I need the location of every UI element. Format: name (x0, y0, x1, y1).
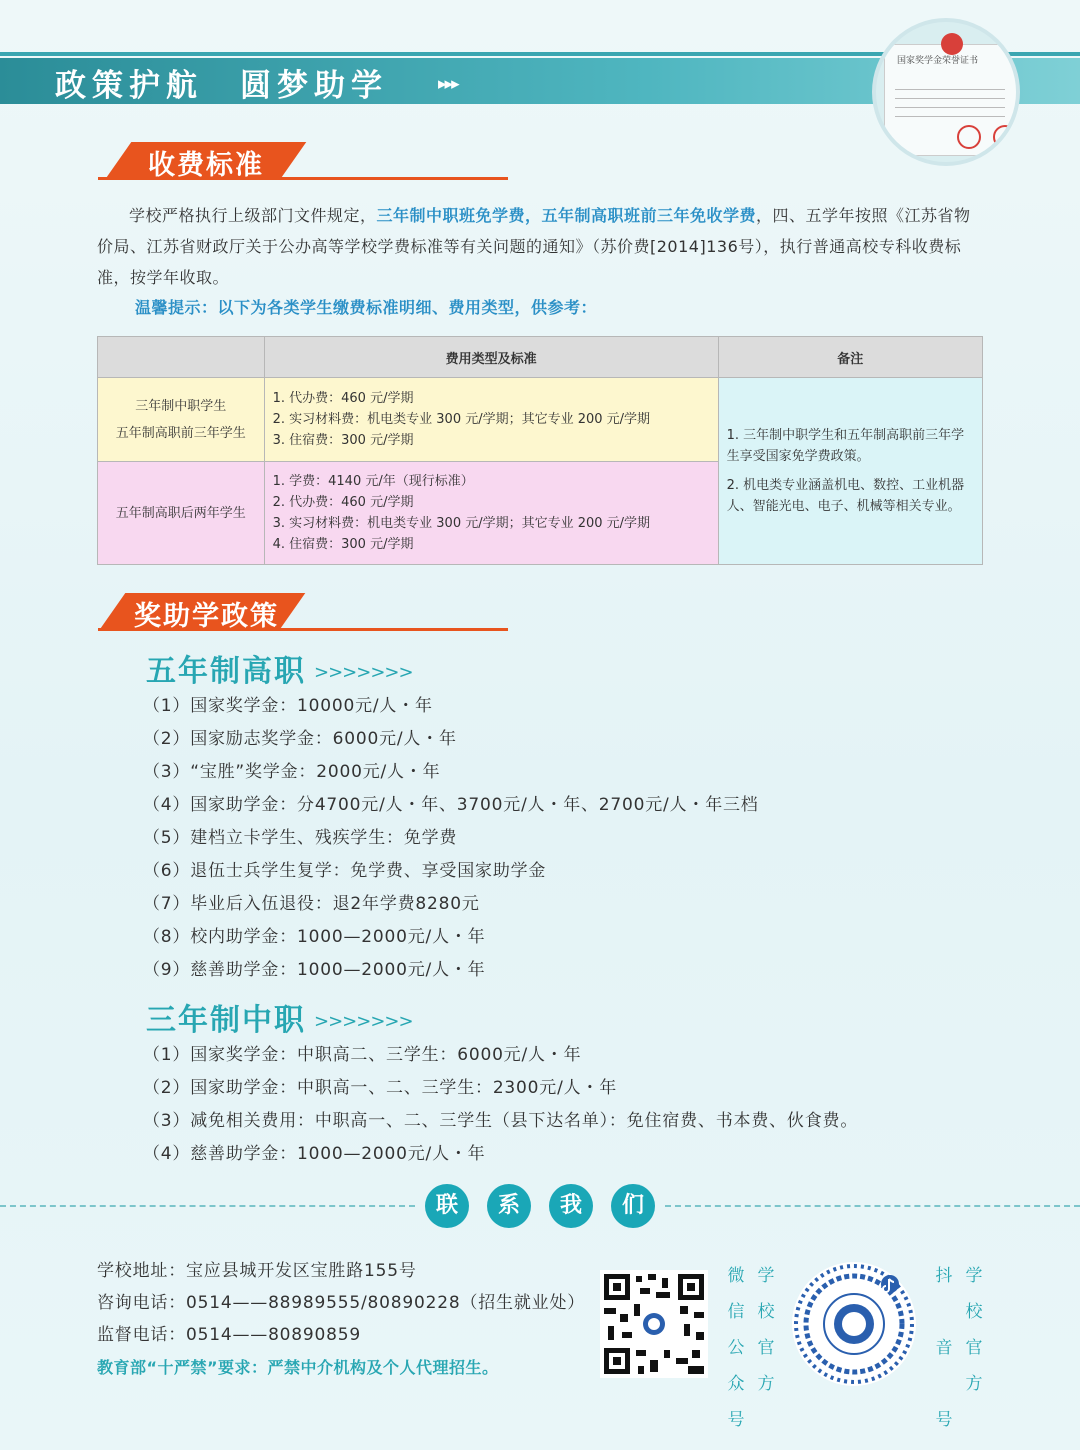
wechat-label-col2: 学 校 官 方 (757, 1266, 775, 1394)
contact-title-char: 们 (611, 1184, 655, 1228)
certificate-paper (884, 44, 1020, 156)
contact-title-char: 联 (425, 1184, 469, 1228)
fee-item: 3. 住宿费：300 元/学期 (272, 433, 414, 448)
para-highlight: 三年制中职班免学费，五年制高职班前三年免收学费 (376, 206, 757, 225)
list-item: （5）建档立卡学生、残疾学生：免学费 (143, 828, 458, 848)
fee-item: 1. 学费：4140 元/年（现行标准） (272, 474, 474, 489)
category-cell (98, 378, 265, 462)
wechat-qr-code[interactable] (600, 1270, 708, 1378)
table-header (98, 337, 265, 378)
divider-right (665, 1205, 1080, 1207)
subsection-title-three-year: 三年制中职 (146, 1003, 306, 1038)
items-cell (264, 462, 718, 565)
list-item: （1）国家奖学金：中职高二、三学生：6000元/人・年 (143, 1045, 582, 1065)
supervise-phone: 监督电话：0514——80890859 (97, 1325, 361, 1345)
subsection-arrows: >>>>>>> (314, 662, 413, 683)
list-item: （3）“宝胜”奖学金：2000元/人・年 (143, 762, 441, 782)
list-item: （6）退伍士兵学生复学：免学费、享受国家助学金 (143, 861, 547, 881)
list-item: （8）校内助学金：1000—2000元/人・年 (143, 927, 486, 947)
wechat-label-col1: 微 信 公 众 号 (727, 1266, 745, 1430)
tip-text: 温馨提示：以下为各类学生缴费标准明细、费用类型，供参考： (135, 298, 598, 317)
note-item: 2. 机电类专业涵盖机电、数控、工业机器人、智能光电、电子、机械等相关专业。 (726, 478, 965, 514)
banner-arrows: ▸▸▸ (438, 74, 458, 94)
douyin-label-col1: 抖 音 号 (935, 1266, 953, 1430)
certificate-title: 国家奖学金荣誉证书 (897, 56, 979, 66)
table-header-row (98, 337, 983, 378)
contact-title-char: 系 (487, 1184, 531, 1228)
divider-left (0, 1205, 415, 1207)
warning-text: 教育部“十严禁”要求：严禁中介机构及个人代理招生。 (97, 1358, 499, 1377)
five-year-list (143, 690, 759, 987)
fees-paragraph (97, 200, 985, 293)
items-cell (264, 378, 718, 462)
section-title-policy: 奖助学政策 (134, 601, 279, 632)
list-item: （7）毕业后入伍退役：退2年学费8280元 (143, 894, 480, 914)
fee-item: 3. 实习材料费：机电类专业 300 元/学期；其它专业 200 元/学期 (272, 516, 651, 531)
fee-table (97, 336, 983, 565)
table-row (98, 378, 983, 462)
category-line: 三年制中职学生 (135, 398, 227, 414)
fee-item: 2. 代办费：460 元/学期 (272, 495, 414, 510)
consult-phone: 咨询电话：0514——88989555/80890228（招生就业处） (97, 1293, 586, 1313)
list-item: （2）国家励志奖学金：6000元/人・年 (143, 729, 457, 749)
list-item: （9）慈善助学金：1000—2000元/人・年 (143, 960, 486, 980)
contact-info (97, 1255, 585, 1351)
para-text-end: ，四、五学年按照《江苏省物价局、江苏省财政厅关于公办高等学校学费标准等有关问题的通知》（苏价费[2014]136号），执行普通高校专科收费标准，按学年收取。 (97, 206, 971, 287)
fee-item: 2. 实习材料费：机电类专业 300 元/学期；其它专业 200 元/学期 (272, 412, 651, 427)
para-text: 学校严格执行上级部门文件规定， (129, 206, 377, 225)
national-emblem-icon (941, 33, 963, 55)
list-item: （3）减免相关费用：中职高一、二、三学生（县下达名单）：免住宿费、书本费、伙食费。 (143, 1111, 859, 1131)
category-line: 五年制高职前三年学生 (115, 425, 246, 441)
douyin-label-col2: 学 校 官 方 (965, 1266, 983, 1394)
three-year-list (143, 1039, 858, 1171)
list-item: （4）国家助学金：分4700元/人・年、3700元/人・年、2700元/人・年三档 (143, 795, 759, 815)
list-item: （4）慈善助学金：1000—2000元/人・年 (143, 1144, 486, 1164)
table-header: 费用类型及标准 (264, 337, 718, 378)
seal-icon (993, 125, 1017, 149)
certificate-text-lines (895, 81, 1005, 121)
seal-icon (957, 125, 981, 149)
banner-title: 政策护航 圆梦助学 (55, 68, 388, 104)
douyin-code[interactable] (792, 1262, 916, 1386)
notes-cell (718, 378, 982, 565)
fee-item: 4. 住宿费：300 元/学期 (272, 537, 414, 552)
category-cell: 五年制高职后两年学生 (98, 462, 265, 565)
subsection-arrows: >>>>>>> (314, 1011, 413, 1032)
fee-item: 1. 代办费：460 元/学期 (272, 391, 414, 406)
table-header: 备注 (718, 337, 982, 378)
list-item: （1）国家奖学金：10000元/人・年 (143, 696, 433, 716)
school-address: 学校地址：宝应县城开发区宝胜路155号 (97, 1261, 417, 1281)
section-title-fees: 收费标准 (148, 150, 264, 181)
contact-title-char: 我 (549, 1184, 593, 1228)
list-item: （2）国家助学金：中职高一、二、三学生：2300元/人・年 (143, 1078, 618, 1098)
note-item: 1. 三年制中职学生和五年制高职前三年学生享受国家免学费政策。 (726, 428, 965, 464)
subsection-title-five-year: 五年制高职 (146, 654, 306, 689)
certificate-image (872, 18, 1020, 166)
